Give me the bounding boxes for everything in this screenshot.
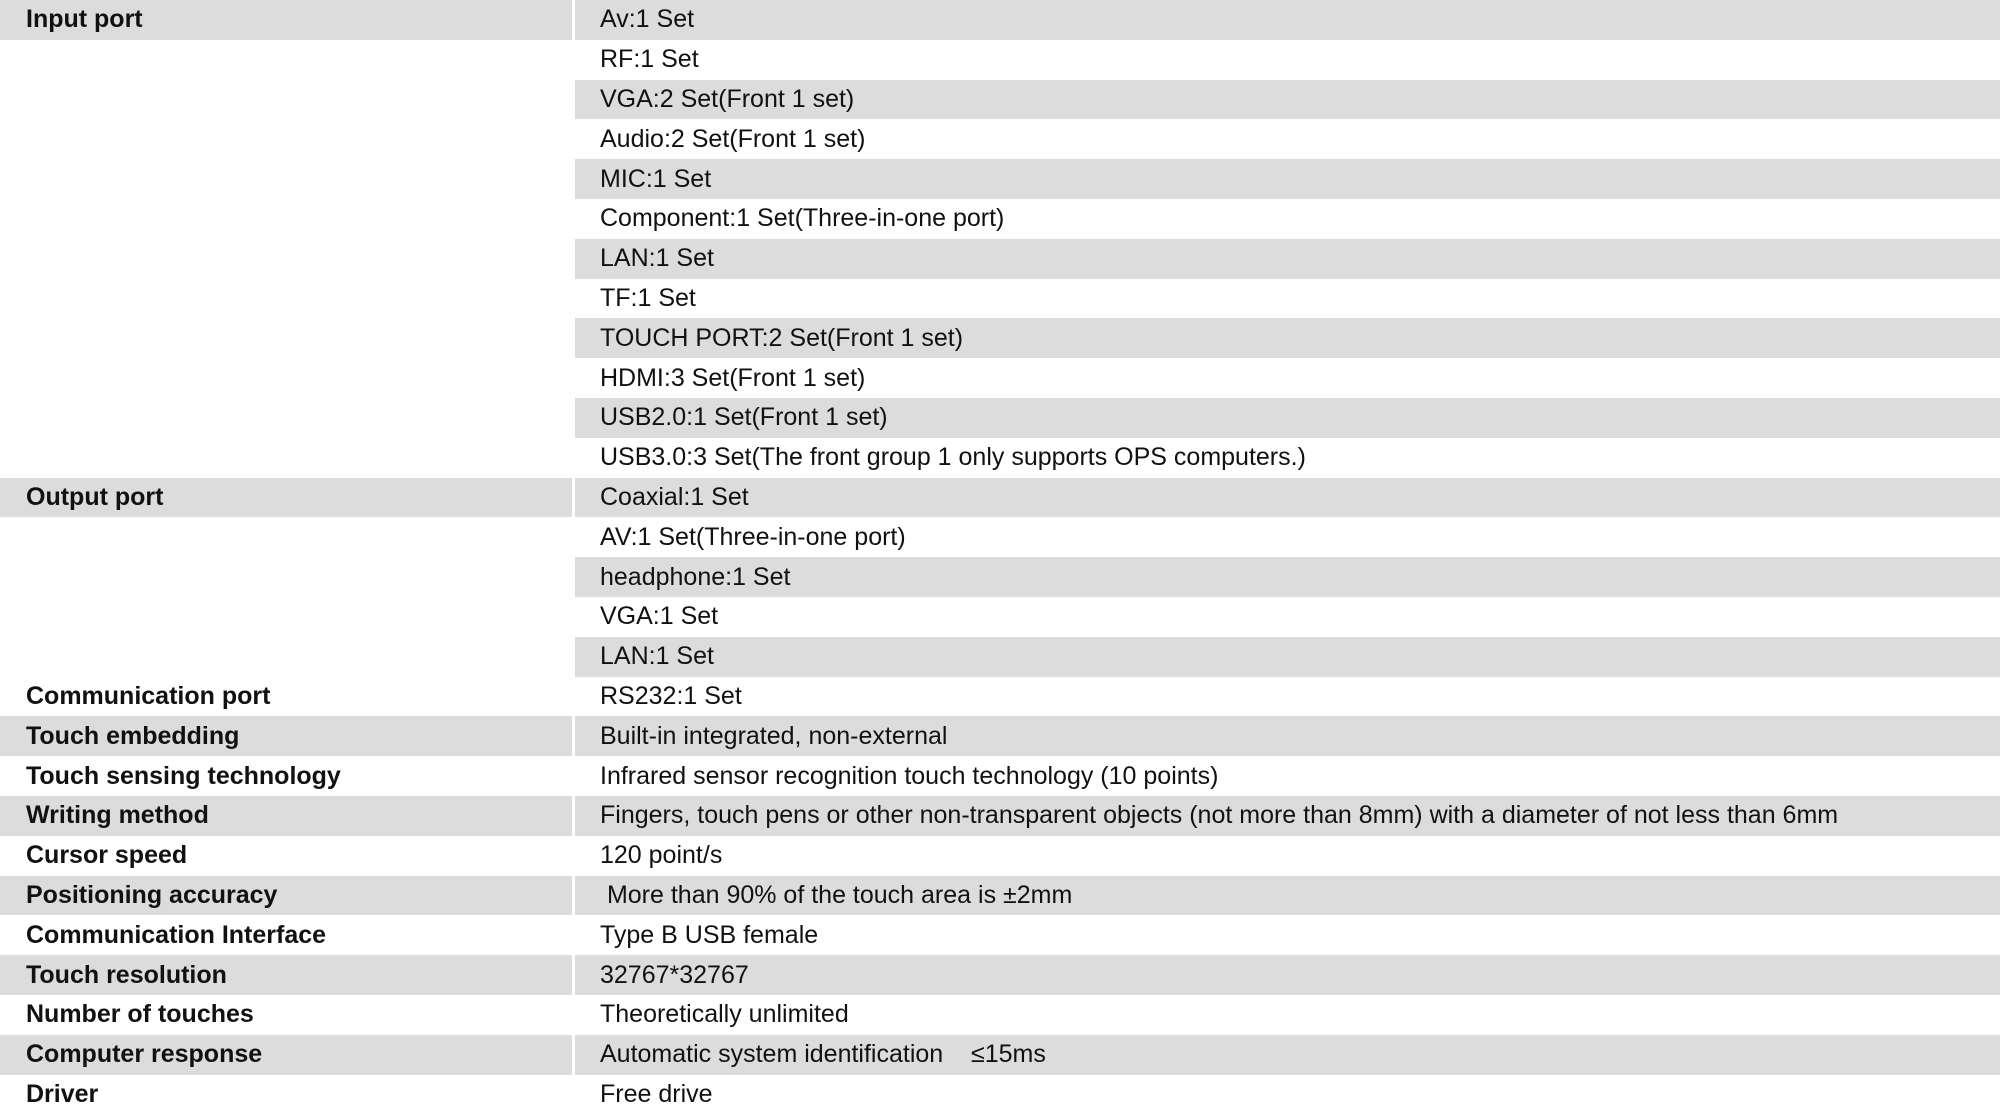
- spec-value: MIC:1 Set: [575, 159, 2000, 199]
- spec-label: Positioning accuracy: [0, 876, 572, 916]
- spec-label: Communication port: [26, 681, 271, 710]
- spec-value: VGA:2 Set(Front 1 set): [575, 80, 2000, 120]
- spec-row: [0, 279, 2000, 319]
- spec-row: [0, 756, 2000, 796]
- spec-label: [0, 239, 572, 279]
- spec-row: [0, 119, 2000, 159]
- spec-value: Type B USB female: [600, 920, 819, 949]
- spec-row: [0, 239, 2000, 279]
- spec-label: [0, 318, 572, 358]
- spec-value: Av:1 Set: [575, 0, 2000, 40]
- spec-value: Built-in integrated, non-external: [575, 716, 2000, 756]
- spec-label: [0, 80, 572, 120]
- spec-label: Touch resolution: [0, 955, 572, 995]
- spec-label: Computer response: [0, 1035, 572, 1075]
- spec-label: [0, 557, 572, 597]
- spec-value: LAN:1 Set: [575, 637, 2000, 677]
- spec-value: HDMI:3 Set(Front 1 set): [600, 363, 866, 392]
- spec-value: RS232:1 Set: [600, 681, 742, 710]
- spec-label: [0, 199, 572, 239]
- spec-row: [0, 677, 2000, 717]
- spec-label: Touch sensing technology: [26, 761, 341, 790]
- spec-row: [0, 159, 2000, 199]
- spec-value: Component:1 Set(Three-in-one port): [600, 204, 1005, 233]
- spec-row: [0, 1035, 2000, 1075]
- spec-row: [0, 318, 2000, 358]
- spec-row: [0, 915, 2000, 955]
- spec-row: [0, 995, 2000, 1035]
- spec-row: [0, 716, 2000, 756]
- spec-label: Output port: [0, 478, 572, 518]
- spec-label: [0, 40, 572, 80]
- spec-label: [0, 358, 572, 398]
- spec-row: [0, 796, 2000, 836]
- spec-value: Automatic system identification ≤15ms: [575, 1035, 2000, 1075]
- spec-value: AV:1 Set(Three-in-one port): [600, 522, 906, 551]
- spec-row: [0, 40, 2000, 80]
- spec-value: Infrared sensor recognition touch technology (10 points): [600, 761, 1219, 790]
- spec-row: [0, 637, 2000, 677]
- spec-value: 120 point/s: [600, 841, 723, 870]
- spec-label: [0, 438, 572, 478]
- spec-label: [0, 159, 572, 199]
- spec-row: [0, 1075, 2000, 1114]
- spec-label: Driver: [26, 1079, 99, 1108]
- spec-label: Number of touches: [26, 1000, 254, 1029]
- spec-label: [0, 637, 572, 677]
- spec-label: [0, 119, 572, 159]
- spec-value: VGA:1 Set: [600, 602, 719, 631]
- spec-row: [0, 0, 2000, 40]
- spec-row: [0, 955, 2000, 995]
- spec-value: Theoretically unlimited: [600, 1000, 849, 1029]
- spec-value: Fingers, touch pens or other non-transparent objects (not more than 8mm) with a diameter of not less than 6mm: [575, 796, 2000, 836]
- spec-label: [0, 517, 572, 557]
- spec-label: Writing method: [0, 796, 572, 836]
- spec-label: [0, 279, 572, 319]
- spec-value: headphone:1 Set: [575, 557, 2000, 597]
- spec-row: [0, 517, 2000, 557]
- spec-value: Audio:2 Set(Front 1 set): [600, 124, 866, 153]
- spec-row: [0, 557, 2000, 597]
- spec-row: [0, 597, 2000, 637]
- spec-row: [0, 876, 2000, 916]
- spec-value: Coaxial:1 Set: [575, 478, 2000, 518]
- spec-value: RF:1 Set: [600, 45, 699, 74]
- spec-row: [0, 478, 2000, 518]
- spec-row: [0, 199, 2000, 239]
- spec-label: Communication Interface: [26, 920, 327, 949]
- spec-row: [0, 358, 2000, 398]
- spec-row: [0, 80, 2000, 120]
- spec-row: [0, 398, 2000, 438]
- spec-value: TF:1 Set: [600, 283, 696, 312]
- spec-value: LAN:1 Set: [575, 239, 2000, 279]
- spec-label: Cursor speed: [26, 841, 188, 870]
- spec-label: [0, 398, 572, 438]
- spec-label: [0, 597, 572, 637]
- spec-row: [0, 836, 2000, 876]
- spec-value: 32767*32767: [575, 955, 2000, 995]
- spec-value: USB2.0:1 Set(Front 1 set): [575, 398, 2000, 438]
- spec-value: More than 90% of the touch area is ±2mm: [575, 876, 2000, 916]
- spec-row: [0, 438, 2000, 478]
- spec-label: Touch embedding: [0, 716, 572, 756]
- spec-label: Input port: [0, 0, 572, 40]
- spec-value: TOUCH PORT:2 Set(Front 1 set): [575, 318, 2000, 358]
- spec-value: Free drive: [600, 1079, 713, 1108]
- spec-value: USB3.0:3 Set(The front group 1 only supports OPS computers.): [600, 443, 1306, 472]
